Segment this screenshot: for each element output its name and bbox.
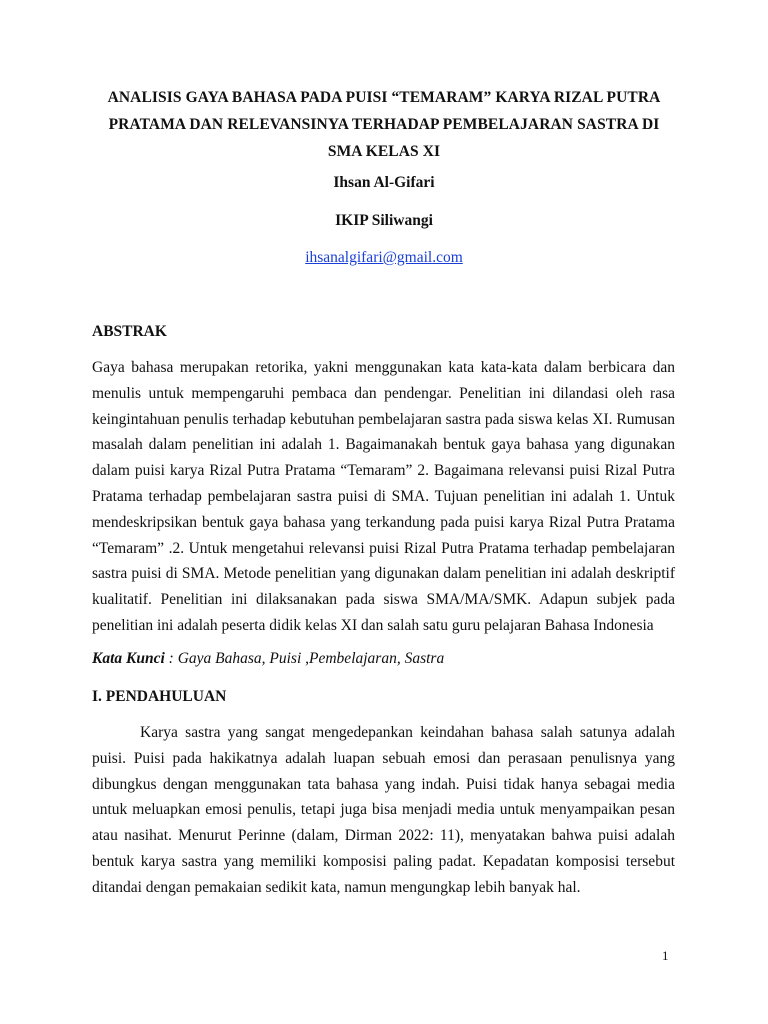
author-email-link[interactable]: ihsanalgifari@gmail.com — [305, 249, 463, 266]
author-name: Ihsan Al-Gifari — [333, 174, 435, 191]
paper-title: ANALISIS GAYA BAHASA PADA PUISI “TEMARAM” KARYA RIZAL PUTRA PRATAMA DAN RELEVANSINYA TERHADAP PEMBELAJARAN SASTRA DI SMA KELAS XI — [107, 89, 661, 160]
page-number: 1 — [662, 948, 669, 963]
introduction-paragraph: Karya sastra yang sangat mengedepankan keindahan bahasa salah satunya adalah puisi. Puisi pada hakikatnya adalah luapan sebuah emosi dan perasaan penulisnya yang dibungkus dengan menggunakan tata bahasa yang indah. Puisi tidak hanya sebagai media untuk meluapkan emosi penulis, tetapi juga bisa menjadi media untuk menyampaikan pesan atau nasihat. Menurut Perinne (dalam, Dirman 2022: 11), menyatakan bahwa puisi adalah bentuk karya sastra yang memiliki komposisi paling padat. Kepadatan komposisi tersebut ditandai dengan pemakaian sedikit kata, namun mengungkap lebih banyak hal. — [92, 724, 675, 896]
author-affiliation: IKIP Siliwangi — [335, 212, 433, 229]
abstract-heading: ABSTRAK — [92, 323, 167, 340]
abstract-paragraph: Gaya bahasa merupakan retorika, yakni menggunakan kata kata-kata dalam berbicara dan menulis untuk mempengaruhi pembaca dan pendengar. Penelitian ini dilandasi oleh rasa keingintahuan penulis terhadap kebutuhan pembelajaran sastra pada siswa kelas XI. Rumusan masalah dalam penelitian ini adalah 1. Bagaimanakah bentuk gaya bahasa yang digunakan dalam puisi karya Rizal Putra Pratama “Temaram” 2. Bagaimana relevansi puisi Rizal Putra Pratama terhadap pembelajaran sastra puisi di SMA. Tujuan penelitian ini adalah 1. Untuk mendeskripsikan bentuk gaya bahasa yang terkandung pada puisi karya Rizal Putra Pratama “Temaram” .2. Untuk mengetahui relevansi puisi Rizal Putra Pratama terhadap pembelajaran sastra puisi di SMA. Metode penelitian yang digunakan dalam penelitian ini adalah deskriptif kualitatif. Penelitian ini dilaksanakan pada siswa SMA/MA/SMK. Adapun subjek pada penelitian ini adalah peserta didik kelas XI dan salah satu guru pelajaran Bahasa Indonesia — [92, 359, 675, 634]
keywords-text: : Gaya Bahasa, Puisi ,Pembelajaran, Sastra — [164, 650, 445, 667]
keywords-line — [92, 650, 444, 668]
introduction-heading: I. PENDAHULUAN — [92, 688, 227, 705]
keywords-label: Kata Kunci — [92, 650, 165, 667]
email-line — [90, 249, 678, 267]
